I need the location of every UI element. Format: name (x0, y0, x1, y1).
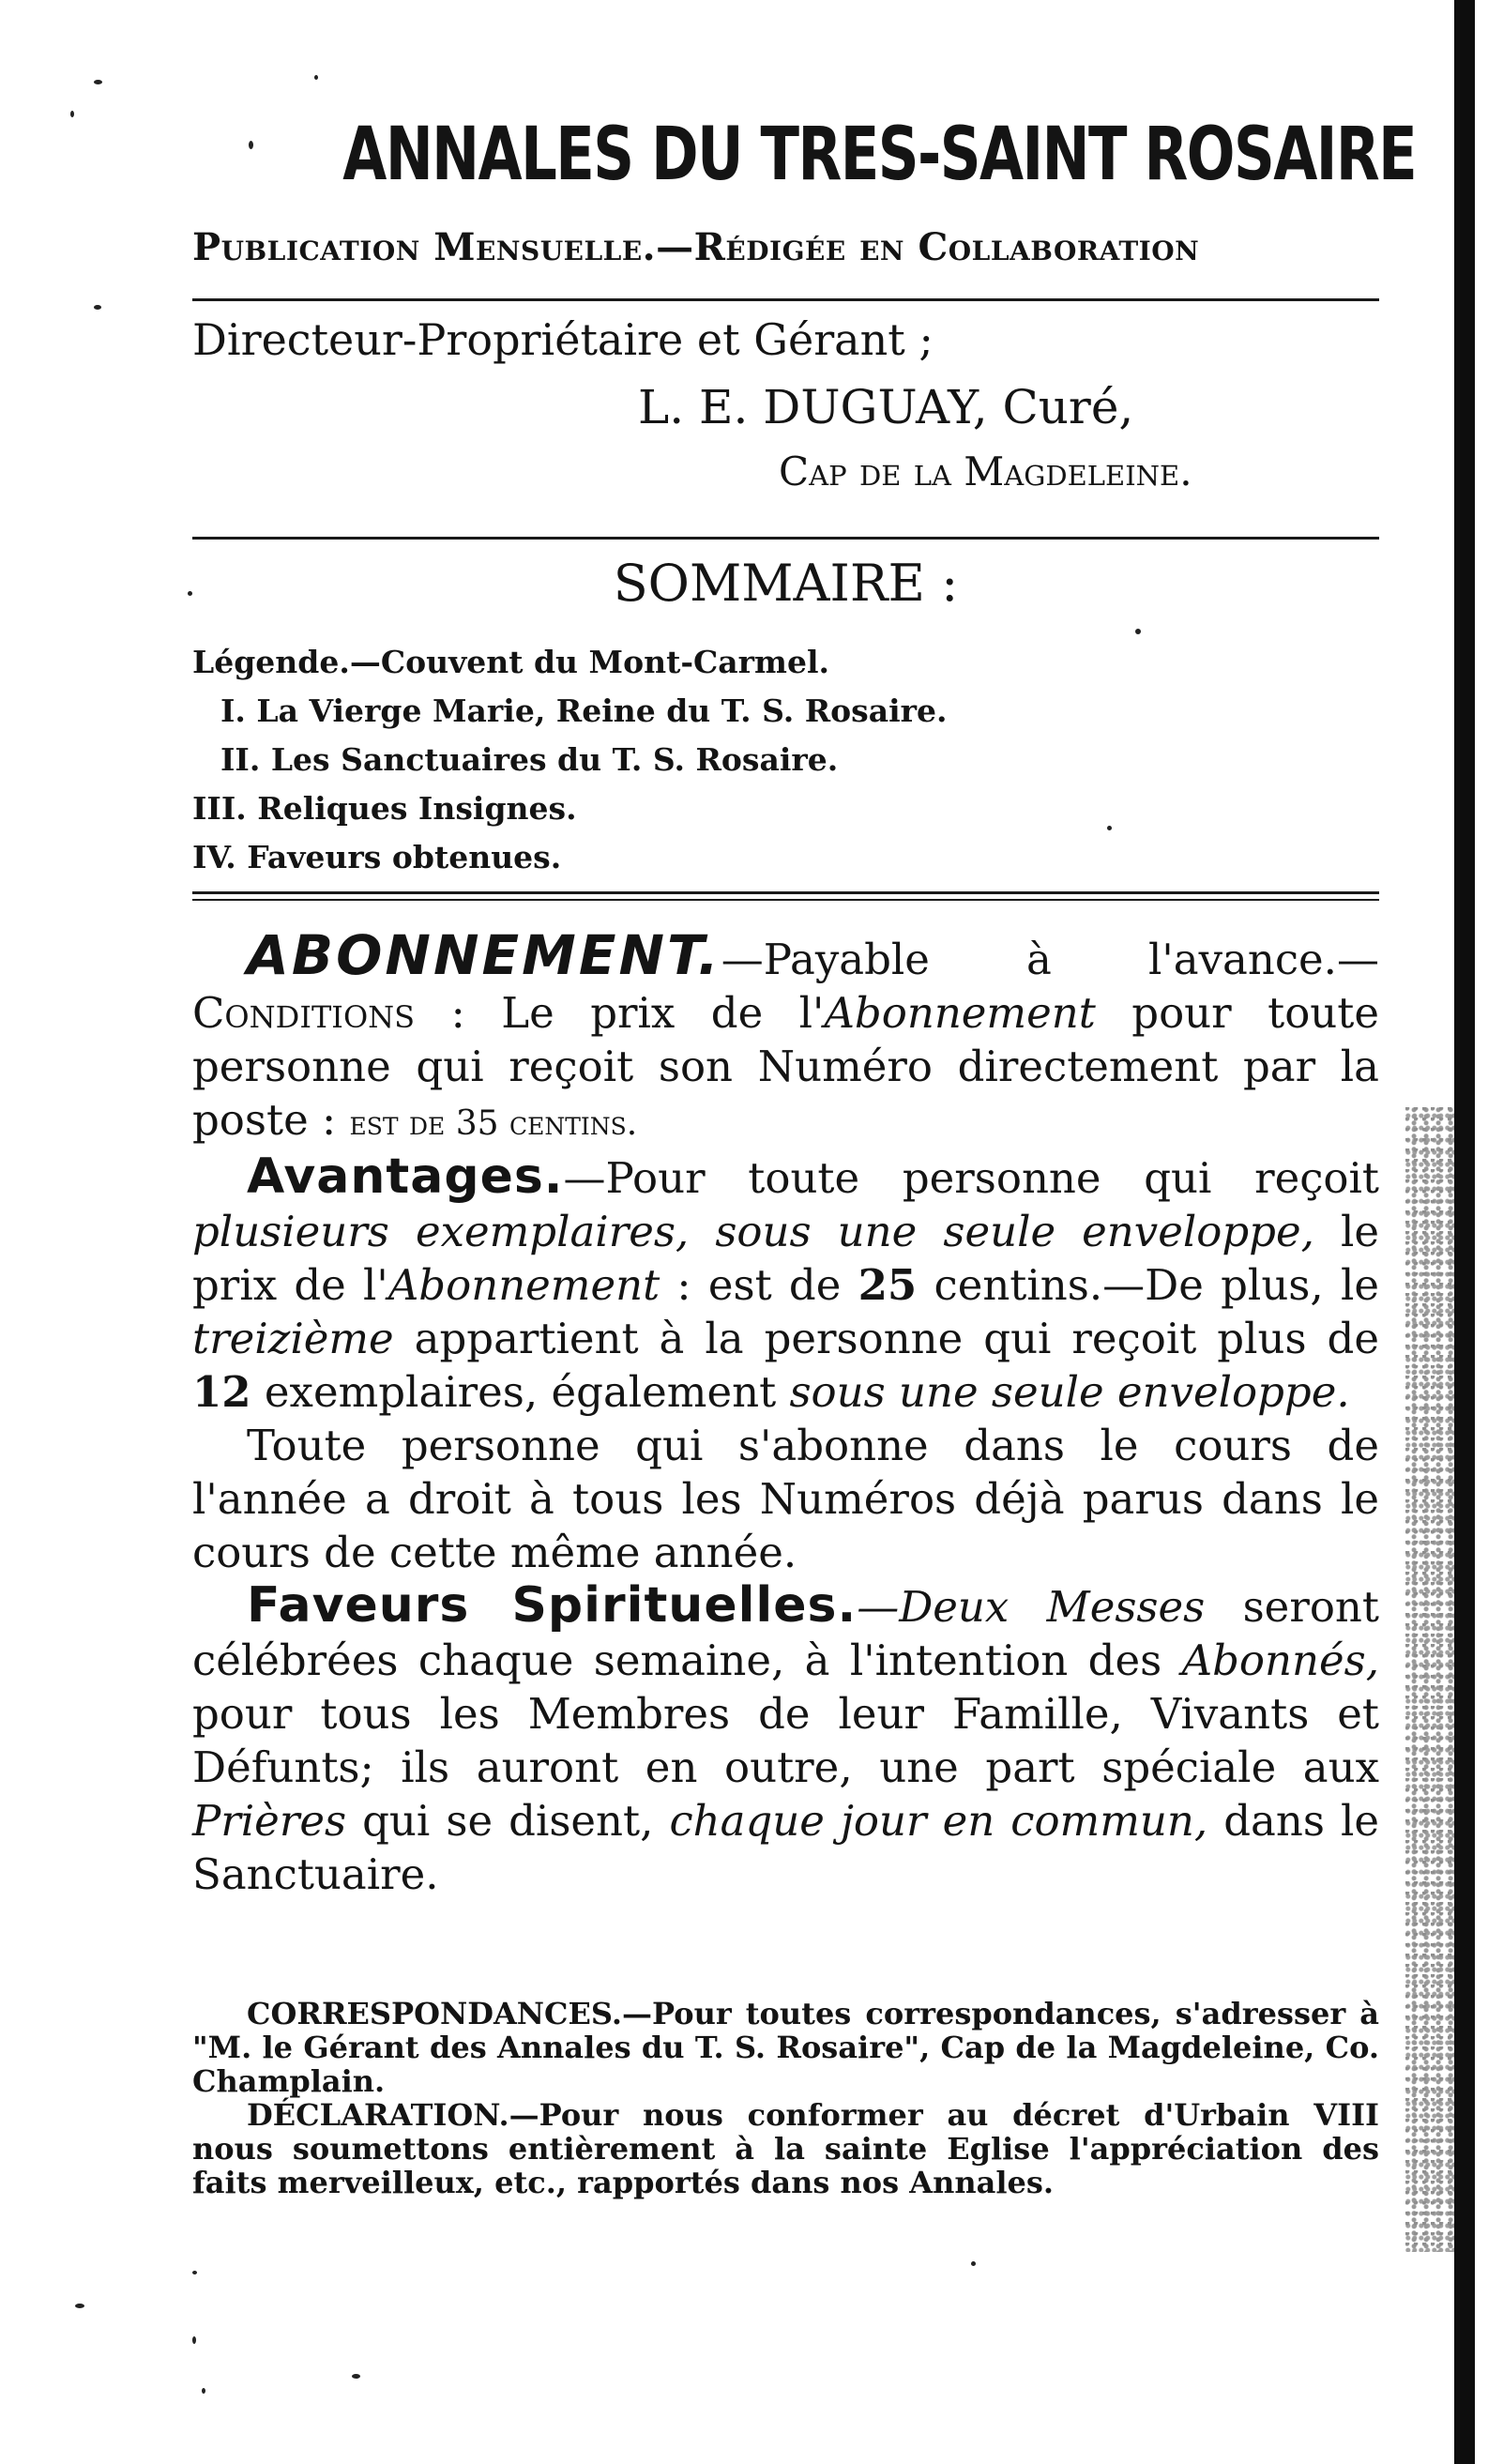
scan-edge (1454, 0, 1475, 2464)
director-label: Directeur-Propriétaire et Gérant ; (192, 314, 934, 365)
faveurs-text: dans le Sanctuaire. (192, 1796, 1379, 1899)
masthead-subtitle: Publication Mensuelle.—Rédigée en Collaboration (192, 225, 1200, 269)
faveurs-paragraph (192, 1579, 1379, 1901)
abonnement-text: : Le prix de l' (415, 988, 825, 1038)
avantages-price: 25 (858, 1260, 918, 1310)
divider (192, 537, 1379, 540)
faveurs-text-italic: Abonnés, (1181, 1635, 1379, 1685)
main-text (192, 923, 1380, 1901)
abonnement-heading: ABONNEMENT. (247, 923, 721, 987)
sommaire-item: Légende.—Couvent du Mont-Carmel. (192, 644, 829, 680)
declaration-note: DÉCLARATION.—Pour nous conformer au décret d'Urbain VIII nous soumettons entièrement à la sainte Eglise l'appréciation des faits merveilleux, etc., rapportés dans nos Annales. (192, 2097, 1379, 2200)
faveurs-heading: Faveurs Spirituelles. (247, 1577, 858, 1634)
avantages-text-italic: Abonnement (387, 1260, 660, 1310)
avantages-text-italic: plusieurs exemplaires, sous une seule enveloppe, (192, 1207, 1314, 1256)
abonnement-lead: —Payable à l'avance.— (721, 935, 1379, 984)
abonnement-text: pour toute personne qui reçoit son Numéro directement par la poste : (192, 988, 1380, 1145)
abonnement-text-italic: Abonnement (824, 988, 1096, 1038)
avantages-text: exemplaires, également (251, 1367, 790, 1417)
sommaire-list (192, 638, 1374, 882)
faveurs-text-italic: Prières (192, 1796, 347, 1846)
sommaire-item: I. La Vierge Marie, Reine du T. S. Rosaire. (220, 692, 948, 729)
masthead-title: ANNALES DU TRES-SAINT ROSAIRE (342, 113, 1417, 197)
avantages-text: le prix de l' (192, 1207, 1379, 1310)
avantages-count: 12 (192, 1367, 251, 1417)
avantages-paragraph-2: Toute personne qui s'abonne dans le cours de l'année a droit à tous les Numéros déjà parus dans le cours de cette même année. (192, 1421, 1379, 1577)
director-name: L. E. DUGUAY, Curé, (638, 380, 1134, 434)
faveurs-text: qui se disent, (346, 1796, 670, 1846)
sommaire-item: III. Reliques Insignes. (192, 790, 577, 827)
avantages-heading: Avantages. (247, 1148, 564, 1205)
avantages-text-italic: treizième (192, 1314, 394, 1363)
correspondances-note: CORRESPONDANCES.—Pour toutes correspondances, s'adresser à "M. le Gérant des Annales du T. S. Rosaire", Cap de la Magdeleine, Co. Champlain. (192, 1996, 1379, 2099)
avantages-text-italic: sous une seule enveloppe. (789, 1367, 1350, 1417)
faveurs-text: seront célébrées chaque semaine, à l'intention des (192, 1582, 1379, 1685)
notes (192, 1997, 1379, 2199)
avantages-text: appartient à la personne qui reçoit plus de (393, 1314, 1379, 1363)
director-place: Cap de la Magdeleine. (779, 449, 1192, 494)
abonnement-price: est de 35 centins. (349, 1104, 638, 1143)
avantages-text: centins.—De plus, le (917, 1260, 1379, 1310)
scan-edge-noise (1405, 1107, 1454, 2252)
sommaire-item: IV. Faveurs obtenues. (192, 839, 562, 875)
faveurs-text: pour tous les Membres de leur Famille, Vivants et Défunts; ils auront en outre, une part spéciale aux (192, 1689, 1379, 1792)
sommaire-item: II. Les Sanctuaires du T. S. Rosaire. (220, 741, 839, 778)
avantages-text: : est de (660, 1260, 858, 1310)
faveurs-text-italic: —Deux Messes (857, 1582, 1206, 1632)
abonnement-paragraph (192, 923, 1380, 1150)
double-divider (192, 891, 1379, 901)
faveurs-text-italic: chaque jour en commun, (669, 1796, 1208, 1846)
divider (192, 298, 1379, 301)
conditions-label: Conditions (192, 988, 416, 1038)
avantages-paragraph (192, 1150, 1379, 1419)
avantages-text: —Pour toute personne qui reçoit (563, 1153, 1379, 1203)
sommaire-title: SOMMAIRE : (613, 554, 959, 613)
